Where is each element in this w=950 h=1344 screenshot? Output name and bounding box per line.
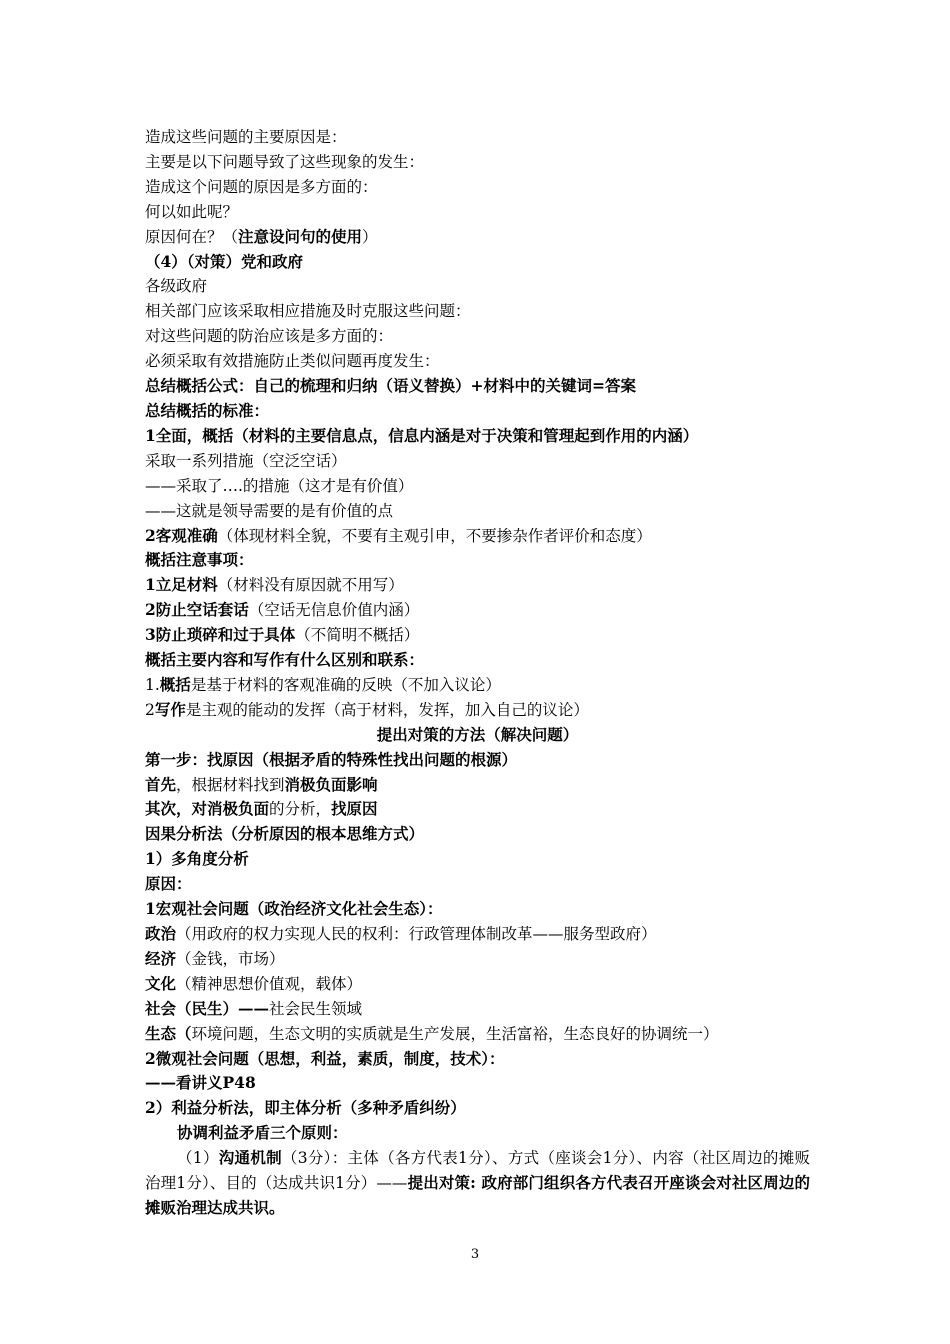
bold-text: （4）（对策）党和政府 [145, 251, 304, 271]
text-line [145, 374, 810, 399]
bold-text: 其次，对消极负面 [145, 799, 270, 819]
text-line [145, 573, 810, 598]
bold-text: 社会（民生）—— [145, 998, 270, 1018]
text-line [145, 648, 810, 673]
text-line [145, 175, 810, 200]
text-line [145, 822, 810, 847]
text: （1） [177, 1149, 219, 1168]
text-line [145, 424, 810, 449]
text: 各级政府 [145, 277, 208, 296]
text: 是主观的能动的发挥（高于材料，发挥，加入自己的议论） [185, 700, 589, 719]
text-line [145, 125, 810, 150]
bold-text: 消极负面影响 [284, 774, 378, 794]
text: ） [362, 227, 378, 246]
text: 相关部门应该采取相应措施及时克服这些问题： [145, 302, 471, 321]
text-line [145, 897, 810, 922]
text-line [145, 698, 810, 723]
text: 环境问题，生态文明的实质就是生产发展，生活富裕，生态良好的协调统一） [191, 1024, 719, 1043]
text-line [145, 922, 810, 947]
text: 对这些问题的防治应该是多方面的： [145, 327, 394, 346]
text-line [145, 274, 810, 299]
text: 2 [145, 700, 155, 719]
text-line [145, 1096, 810, 1121]
text-line [145, 474, 810, 499]
text-line [145, 449, 810, 474]
bold-text: 1）多角度分析 [145, 849, 249, 869]
text-line [145, 1146, 810, 1221]
bold-text: 生态（ [145, 1023, 192, 1043]
text: 造成这个问题的原因是多方面的： [145, 177, 378, 196]
text-line [145, 299, 810, 324]
text-line [145, 250, 810, 275]
text-line [145, 947, 810, 972]
bold-text: 1立足材料 [145, 575, 218, 595]
bold-text: 找原因 [331, 799, 378, 819]
text-line [145, 847, 810, 872]
bold-text: 2微观社会问题（思想，利益，素质，制度，技术）： [145, 1048, 505, 1068]
document-body [145, 125, 810, 1221]
text-line [145, 872, 810, 897]
bold-text: 文化 [145, 973, 177, 993]
text: 社会民生领域 [269, 999, 363, 1018]
bold-text: 因果分析法（分析原因的根本思维方式） [145, 824, 425, 844]
text-line [145, 1047, 810, 1072]
text-line [145, 524, 810, 549]
text-line [145, 623, 810, 648]
page-number: 3 [470, 1247, 480, 1262]
text: （材料没有原因就不用写） [217, 576, 404, 595]
bold-text: 首先 [145, 774, 177, 794]
text: （不简明不概括） [295, 626, 420, 645]
bold-text: 2客观准确 [145, 525, 218, 545]
text-line [145, 797, 810, 822]
text: 必须采取有效措施防止类似问题再度发生： [145, 352, 440, 371]
bold-text: 1全面，概括（材料的主要信息点，信息内涵是对于决策和管理起到作用的内涵） [145, 425, 699, 445]
text: 造成这些问题的主要原因是： [145, 128, 347, 146]
bold-text: 概括 [159, 674, 191, 694]
text-line [145, 673, 810, 698]
bold-text: 总结概括的标准： [145, 400, 270, 420]
text-line [145, 399, 810, 424]
text: （精神思想价值观，载体） [176, 974, 363, 993]
text: ，根据材料找到 [176, 775, 285, 794]
bold-text: 原因： [145, 874, 192, 894]
text-line [145, 349, 810, 374]
text: ——采取了….的措施（这才是有价值） [145, 476, 414, 495]
bold-text: 第一步：找原因（根据矛盾的特殊性找出问题的根源） [145, 749, 518, 769]
text-line [145, 997, 810, 1022]
text-line [145, 972, 810, 997]
text-line [145, 499, 810, 524]
text-line [145, 1121, 810, 1146]
bold-text: 协调利益矛盾三个原则： [177, 1123, 348, 1143]
text-line [145, 225, 810, 250]
text: 1. [145, 675, 160, 694]
bold-text: 提出对策的方法（解决问题） [376, 724, 579, 744]
text-line [145, 773, 810, 798]
bold-text: 总结概括公式：自己的梳理和归纳（语义替换）+材料中的关键词=答案 [145, 376, 636, 396]
text: 主要是以下问题导致了这些现象的发生： [145, 152, 425, 171]
text-line [145, 748, 810, 773]
text-line [145, 548, 810, 573]
section-heading [145, 723, 810, 748]
text: 何以如此呢？ [145, 202, 239, 221]
bold-text: 2防止空话套话 [145, 600, 249, 620]
text-line [145, 1071, 810, 1096]
bold-text: 注意设问句的使用 [238, 226, 363, 246]
bold-text: 2）利益分析法，即主体分析（多种矛盾纠纷） [145, 1098, 466, 1118]
bold-text: 政治 [145, 924, 177, 943]
bold-text: 经济 [145, 948, 177, 968]
text-line [145, 200, 810, 225]
bold-text: 概括注意事项： [145, 550, 254, 570]
text: 是基于材料的客观准确的反映（不加入议论） [190, 675, 501, 694]
bold-text: 概括主要内容和写作有什么区别和联系： [145, 650, 425, 670]
text: （金钱，市场） [176, 949, 285, 968]
bold-text: ——看讲义P48 [145, 1073, 256, 1093]
text-line [145, 150, 810, 175]
bold-text: 写作 [154, 699, 186, 719]
bold-text: 提出对策: 政府部门组织各方代表召开座谈会对社区周边的摊贩治理达成共识。 [145, 1173, 810, 1217]
text: （体现材料全貌，不要有主观引申，不要掺杂作者评价和态度） [217, 526, 652, 545]
text: （用政府的权力实现人民的权利：行政管理体制改革——服务型政府） [176, 925, 657, 943]
bold-text: 3防止琐碎和过于具体 [145, 625, 296, 645]
bold-text: 沟通机制 [218, 1148, 282, 1168]
text: 的分析， [269, 800, 332, 819]
text-line [145, 598, 810, 623]
text: ——这就是领导需要的是有价值的点 [145, 501, 394, 520]
text-line [145, 324, 810, 349]
text: （空话无信息价值内涵） [248, 601, 420, 620]
text: 原因何在？（ [145, 227, 239, 246]
text: 采取一系列措施（空泛空话） [145, 451, 347, 470]
text: （3分）：主体（各方代表1分）、方式（座谈会1分）、内容（社区周边的摊贩治理1分）、目的（达成共识1分）—— [145, 1149, 810, 1193]
bold-text: 1宏观社会问题（政治经济文化社会生态）： [145, 899, 443, 919]
text-line [145, 1022, 810, 1047]
